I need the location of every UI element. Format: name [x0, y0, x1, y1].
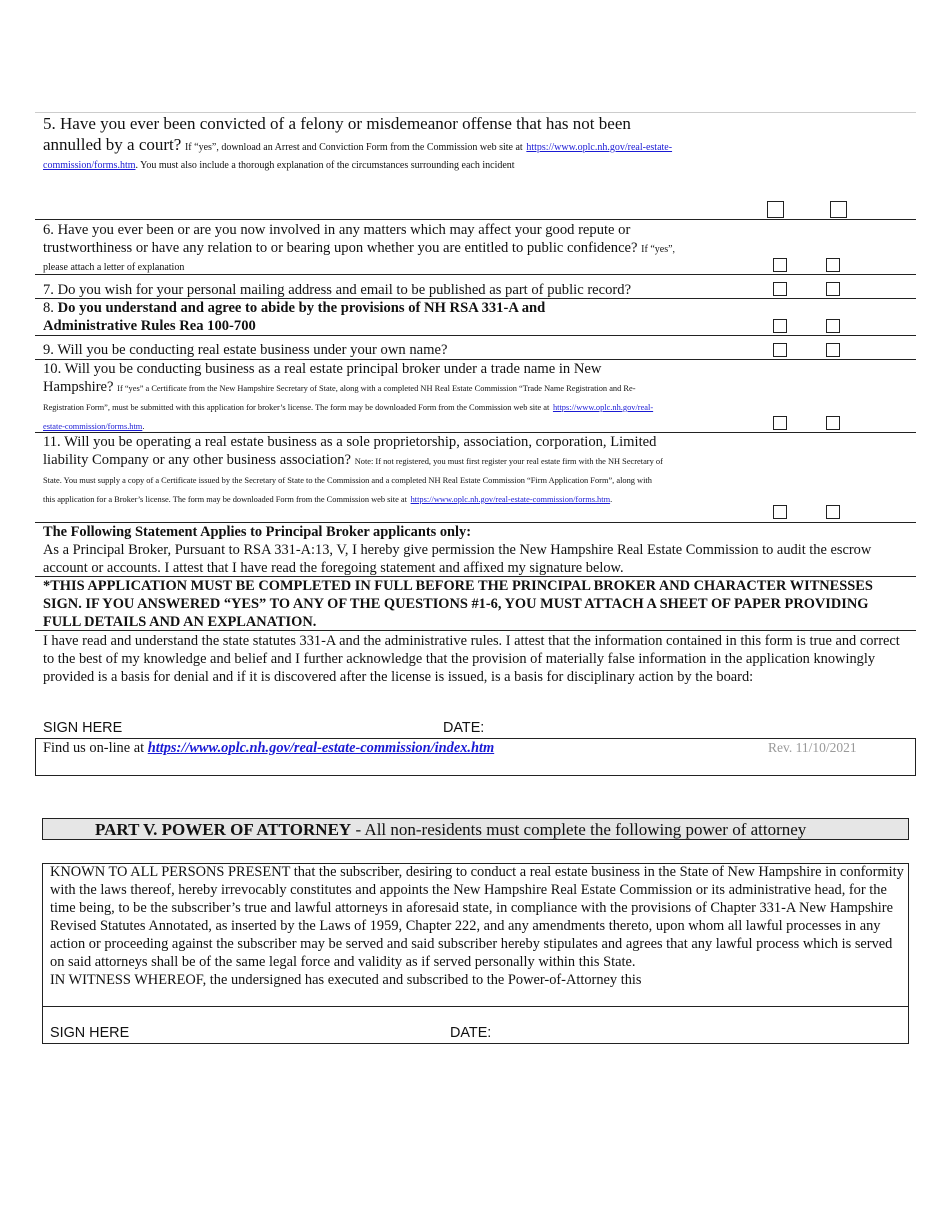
attestation-text: I have read and understand the state statutes 331-A and the administrative rules. I attest that the information contained in this form is true and correct to the best of my knowledge and belief and I further acknowledge that the provision of materially false information in the application knowingly provided is a basis for denial and if it is discovered after the license is issued, is a basis for disciplinary action by the board:: [43, 633, 900, 685]
question-6-text: 6. Have you ever been or are you now involved in any matters which may affect your good repute or trustworthiness or have any relation to or bearing upon whether you are entitled to public confidence?: [43, 222, 638, 256]
question-8-number: 8.: [43, 300, 54, 316]
q9-yes-checkbox[interactable]: [773, 343, 787, 357]
q6-yes-checkbox[interactable]: [773, 258, 787, 272]
divider: [35, 335, 916, 336]
question-5-text: 5. Have you ever been convicted of a felony or misdemeanor offense that has not been annulled by a court?: [43, 114, 631, 154]
revision-date: Rev. 11/10/2021: [768, 740, 857, 755]
question-7: [43, 281, 743, 299]
power-of-attorney-body: [50, 863, 905, 989]
q5-no-checkbox[interactable]: [830, 201, 847, 218]
question-9: [43, 341, 743, 359]
date-label: DATE:: [443, 720, 485, 736]
q8-no-checkbox[interactable]: [826, 319, 840, 333]
question-6-note: If “yes”, please attach a letter of explanation: [43, 244, 676, 273]
part5-sign-here-label: SIGN HERE: [50, 1025, 130, 1041]
question-11-note-post: .: [610, 495, 613, 504]
principal-broker-statement: [43, 523, 908, 577]
question-11-text: 11. Will you be operating a real estate business as a sole proprietorship, association, corporation, Limited liability Company or any other business association?: [43, 434, 657, 468]
divider: [35, 219, 916, 220]
footer-online: [43, 740, 494, 757]
question-5-link[interactable]: https://www.oplc.nh.gov/real-estate-commission/forms.htm: [43, 142, 673, 171]
question-10-note: If “yes” a Certificate from the New Hampshire Secretary of State, along with a completed NH Real Estate Commission “Trade Name Registration and Re-Registration Form”, must be submitted with this application for broker’s license. The form may be downloaded Form from the Commission web site at: [43, 384, 636, 412]
q10-no-checkbox[interactable]: [826, 416, 840, 430]
q11-no-checkbox[interactable]: [826, 505, 840, 519]
part5-title: PART V. POWER OF ATTORNEY: [95, 820, 352, 839]
question-7-text: 7. Do you wish for your personal mailing address and email to be published as part of public record?: [43, 282, 632, 298]
principal-broker-heading: The Following Statement Applies to Principal Broker applicants only:: [43, 524, 472, 540]
q8-yes-checkbox[interactable]: [773, 319, 787, 333]
part5-subtitle: - All non-residents must complete the following power of attorney: [351, 820, 807, 839]
question-11-link[interactable]: https://www.oplc.nh.gov/real-estate-commission/forms.htm: [410, 495, 611, 504]
question-9-text: 9. Will you be conducting real estate business under your own name?: [43, 342, 448, 358]
q9-no-checkbox[interactable]: [826, 343, 840, 357]
q7-yes-checkbox[interactable]: [773, 282, 787, 296]
question-10-note-post: .: [142, 422, 145, 431]
q5-yes-checkbox[interactable]: [767, 201, 784, 218]
q7-no-checkbox[interactable]: [826, 282, 840, 296]
footer-prefix: Find us on-line at: [43, 740, 148, 756]
footer-website-link[interactable]: https://www.oplc.nh.gov/real-estate-commission/index.htm: [147, 740, 495, 756]
part5-date-label: DATE:: [450, 1025, 492, 1041]
question-8: [43, 299, 603, 335]
sign-here-label: SIGN HERE: [43, 720, 123, 736]
q6-no-checkbox[interactable]: [826, 258, 840, 272]
question-6: [43, 221, 693, 275]
divider: [35, 274, 916, 275]
question-11-note: Note: If not registered, you must first register your real estate firm with the NH Secretary of State. You must supply a copy of a Certificate issued by the Secretary of State to the Commission and a completed NH Real Estate Commission “Firm Application Form”, along with this application for a Broker’s license. The form may be downloaded Form from the Commission web site at: [43, 457, 663, 504]
question-11: [43, 433, 665, 508]
question-5: [43, 113, 693, 173]
power-of-attorney-text: KNOWN TO ALL PERSONS PRESENT that the subscriber, desiring to conduct a real estate business in the State of New Hampshire in conformity with the laws thereof, hereby irrevocably constitutes and appoints the New Hampshire Real Estate Commission or its administrative head, for the time being, to be the subscriber’s true and lawful attorneys in aforesaid state, in compliance with the provisions of Chapter 331-A New Hampshire Revised Statutes Annotated, as inserted by the Laws of 1959, Chapter 222, and any amendments thereto, upon whom all lawful processes in any action or proceeding against the subscriber may be served and said subscriber hereby stipulates and agrees that any lawful process which is served on said attorneys shall be of the same legal force and validity as if served personally within this State.: [50, 864, 904, 970]
question-10-text: 10. Will you be conducting business as a real estate principal broker under a trade name in New Hampshire?: [43, 361, 602, 395]
completion-warning: *THIS APPLICATION MUST BE COMPLETED IN FULL BEFORE THE PRINCIPAL BROKER AND CHARACTER WITNESSES SIGN. IF YOU ANSWERED “YES” TO ANY OF THE QUESTIONS #1-6, YOU MUST ATTACH A SHEET OF PAPER PROVIDING FULL DETAILS AND AN EXPLANATION.: [43, 578, 873, 630]
question-5-note-post: . You must also include a thorough explanation of the circumstances surrounding each incident: [135, 160, 515, 171]
divider: [35, 630, 916, 631]
question-10-link[interactable]: https://www.oplc.nh.gov/real-estate-commission/forms.htm: [43, 403, 654, 431]
principal-broker-text: As a Principal Broker, Pursuant to RSA 331-A:13, V, I hereby give permission the New Hampshire Real Estate Commission to audit the escrow account or accounts. I attest that I have read the foregoing statement and affixed my signature below.: [43, 542, 872, 576]
q11-yes-checkbox[interactable]: [773, 505, 787, 519]
part5-header-text: [95, 819, 806, 840]
q10-yes-checkbox[interactable]: [773, 416, 787, 430]
witness-statement: IN WITNESS WHEREOF, the undersigned has executed and subscribed to the Power-of-Attorney this: [50, 972, 642, 988]
question-8-text: Do you understand and agree to abide by the provisions of NH RSA 331-A and Administrative Rules Rea 100-700: [43, 300, 546, 334]
question-5-note: If “yes”, download an Arrest and Conviction Form from the Commission web site at: [184, 142, 523, 153]
question-10: [43, 360, 673, 435]
